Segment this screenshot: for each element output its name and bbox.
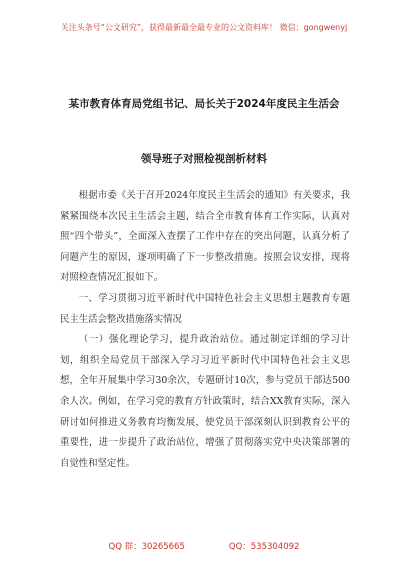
header-promo-note: 关注头条号“公文研究”，获得最新最全最专业的公文资料库！ 微信：gongwenyj — [60, 23, 348, 32]
footer-qq-number: QQ：535304092 — [228, 542, 300, 552]
body-paragraph-intro: 根据市委《关于召开2024年度民主生活会的通知》有关要求，我紧紧围绕本次民主生活会主题，结合全市教育体育工作实际，认真对照“四个带头”，全面深入查摆了工作中存在的突出问题，认真分析了问题产生的原因，逐项明确了下一步整改措施。按照会议安排，现将对照检查情况汇报如下。 — [60, 190, 350, 284]
document-title-line-2: 领导班子对照检视剖析材料 — [141, 153, 267, 165]
footer-qq-group: QQ 群：30265665 — [108, 542, 185, 552]
document-title-line-1: 某市教育体育局党组书记、局长关于2024年度民主生活会 — [68, 98, 340, 110]
document-body — [60, 186, 350, 474]
body-paragraph-subsection-1: （一）强化理论学习，提升政治站位。通过制定详细的学习计划，组织全局党员干部深入学习习近平新时代中国特色社会主义思想，全年开展集中学习30余次，专题研讨10次，参与党员干部达500余人次。例如，在学习党的教育方针政策时，结合XX教育实际，深入研讨如何推进义务教育均衡发展，使党员干部深刻认识到教育公平的重要性，进一步提升了政治站位，增强了贯彻落实党中央决策部署的自觉性和坚定性。 — [60, 334, 350, 469]
footer-contact — [0, 540, 408, 552]
body-section-heading: 一、学习贯彻习近平新时代中国特色社会主义思想主题教育专题民主生活会整改措施落实情况 — [60, 292, 350, 325]
